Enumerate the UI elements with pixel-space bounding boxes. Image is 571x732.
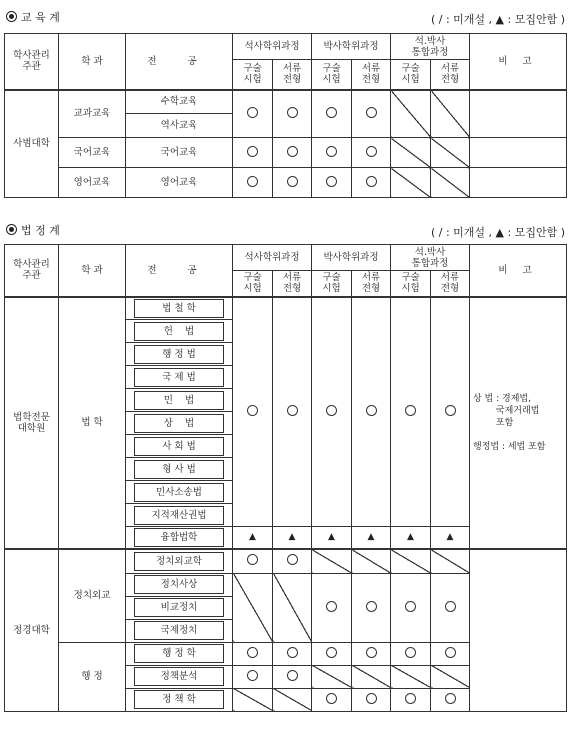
major-cell: 수학교육 (126, 90, 233, 114)
slash-mark (273, 688, 312, 711)
circle-mark (352, 168, 391, 198)
circle-mark (273, 90, 312, 138)
slash-mark (431, 665, 470, 688)
major-cell: 비교정치 (134, 598, 224, 617)
hdr-dept: 학 과 (59, 34, 126, 90)
hdr-major: 전 공 (126, 245, 233, 297)
major-cell: 국제정치 (134, 621, 224, 640)
hdr-oral: 구술 시험 (391, 60, 431, 90)
circle-mark (273, 297, 312, 527)
dept-cell: 행 정 (59, 642, 126, 711)
major-cell: 국 제 법 (134, 368, 224, 387)
college-cell: 사범대학 (5, 90, 59, 198)
circle-mark (431, 688, 470, 711)
bullet-icon (6, 11, 17, 22)
hdr-phd: 박사학위과정 (312, 34, 391, 60)
dept-cell: 법 학 (59, 297, 126, 550)
hdr-master: 석사학위과정 (233, 245, 312, 271)
note-cell (470, 90, 567, 138)
circle-mark (312, 297, 352, 527)
hdr-oral: 구술 시험 (391, 271, 431, 297)
slash-mark (431, 138, 470, 168)
circle-mark (431, 573, 470, 642)
major-cell: 행 정 학 (134, 644, 224, 663)
major-cell: 정 책 학 (134, 690, 224, 709)
hdr-note: 비 고 (470, 245, 567, 297)
note-cell (470, 138, 567, 168)
hdr-oral: 구술 시험 (312, 271, 352, 297)
circle-mark (431, 297, 470, 527)
circle-mark (312, 573, 352, 642)
slash-mark (391, 138, 431, 168)
circle-mark (312, 90, 352, 138)
major-cell: 법 철 학 (134, 299, 224, 318)
circle-mark (391, 688, 431, 711)
slash-mark (352, 549, 391, 573)
major-cell: 민 법 (134, 391, 224, 410)
note-cell (470, 549, 567, 711)
slash-mark (352, 665, 391, 688)
hdr-doc: 서류 전형 (352, 271, 391, 297)
law-note: 상 법 : 경제법, 국제거래법 포함 행정법 : 세법 포함 (470, 297, 567, 550)
section-title-edu: 교 육 계 (6, 9, 60, 25)
hdr-integ: 석.박사 통합과정 (391, 245, 470, 271)
circle-mark (273, 549, 312, 573)
major-cell: 행 정 법 (134, 345, 224, 364)
slash-mark (312, 665, 352, 688)
hdr-major: 전 공 (126, 34, 233, 90)
circle-mark (352, 138, 391, 168)
circle-mark (352, 642, 391, 665)
triangle-mark: ▲ (273, 527, 312, 550)
circle-mark (391, 573, 431, 642)
slash-mark (431, 549, 470, 573)
college-cell: 법학전문 대학원 (5, 297, 59, 550)
law-table (4, 244, 567, 712)
circle-mark (273, 168, 312, 198)
dept-cell: 교과교육 (59, 90, 126, 138)
slash-mark (391, 90, 431, 138)
slash-mark (391, 168, 431, 198)
circle-mark (352, 688, 391, 711)
circle-mark (233, 90, 273, 138)
circle-mark (233, 138, 273, 168)
circle-mark (312, 688, 352, 711)
triangle-mark: ▲ (391, 527, 431, 550)
hdr-college: 학사관리 주관 (5, 34, 59, 90)
slash-mark (233, 688, 273, 711)
slash-mark (273, 573, 312, 642)
hdr-oral: 구술 시험 (233, 271, 273, 297)
circle-mark (391, 642, 431, 665)
slash-mark (431, 90, 470, 138)
circle-mark (391, 297, 431, 527)
circle-mark (273, 642, 312, 665)
note-cell (470, 168, 567, 198)
hdr-doc: 서류 전형 (273, 60, 312, 90)
circle-mark (273, 665, 312, 688)
bullet-icon (6, 224, 17, 235)
hdr-integ: 석.박사 통합과정 (391, 34, 470, 60)
circle-mark (312, 168, 352, 198)
major-cell: 민사소송법 (134, 483, 224, 502)
section-title-law: 법 정 계 (6, 222, 60, 238)
major-cell: 사 회 법 (134, 437, 224, 456)
slash-mark (391, 665, 431, 688)
hdr-doc: 서류 전형 (273, 271, 312, 297)
dept-cell: 영어교육 (59, 168, 126, 198)
major-cell: 상 법 (134, 414, 224, 433)
hdr-master: 석사학위과정 (233, 34, 312, 60)
slash-mark (312, 549, 352, 573)
circle-mark (312, 138, 352, 168)
triangle-mark: ▲ (312, 527, 352, 550)
slash-mark (431, 168, 470, 198)
hdr-oral: 구술 시험 (233, 60, 273, 90)
major-cell: 헌 법 (134, 322, 224, 341)
hdr-doc: 서류 전형 (431, 60, 470, 90)
circle-mark (233, 665, 273, 688)
dept-cell: 정치외교 (59, 549, 126, 642)
slash-mark (391, 549, 431, 573)
triangle-mark: ▲ (431, 527, 470, 550)
hdr-oral: 구술 시험 (312, 60, 352, 90)
circle-mark (431, 642, 470, 665)
major-cell: 정치사상 (134, 575, 224, 594)
slash-mark (233, 573, 273, 642)
major-cell: 영어교육 (126, 168, 233, 198)
circle-mark (352, 90, 391, 138)
major-cell: 지적재산권법 (134, 506, 224, 525)
circle-mark (233, 297, 273, 527)
major-cell: 국어교육 (126, 138, 233, 168)
circle-mark (273, 138, 312, 168)
dept-cell: 국어교육 (59, 138, 126, 168)
major-cell: 형 사 법 (134, 460, 224, 479)
major-cell: 융합법학 (134, 528, 224, 547)
hdr-college: 학사관리 주관 (5, 245, 59, 297)
triangle-mark: ▲ (233, 527, 273, 550)
major-cell: 정치외교학 (134, 552, 224, 571)
major-cell: 정책분석 (134, 667, 224, 686)
college-cell: 정경대학 (5, 549, 59, 711)
edu-table (4, 33, 567, 198)
circle-mark (233, 549, 273, 573)
hdr-dept: 학 과 (59, 245, 126, 297)
circle-mark (312, 642, 352, 665)
legend-law: ( / : 미개설 , ▲ : 모집안함 ) (430, 226, 565, 239)
hdr-doc: 서류 전형 (431, 271, 470, 297)
circle-mark (352, 297, 391, 527)
legend-edu: ( / : 미개설 , ▲ : 모집안함 ) (430, 13, 565, 26)
hdr-doc: 서류 전형 (352, 60, 391, 90)
circle-mark (233, 642, 273, 665)
circle-mark (352, 573, 391, 642)
hdr-note: 비 고 (470, 34, 567, 90)
major-cell: 역사교육 (126, 114, 233, 138)
circle-mark (233, 168, 273, 198)
triangle-mark: ▲ (352, 527, 391, 550)
hdr-phd: 박사학위과정 (312, 245, 391, 271)
